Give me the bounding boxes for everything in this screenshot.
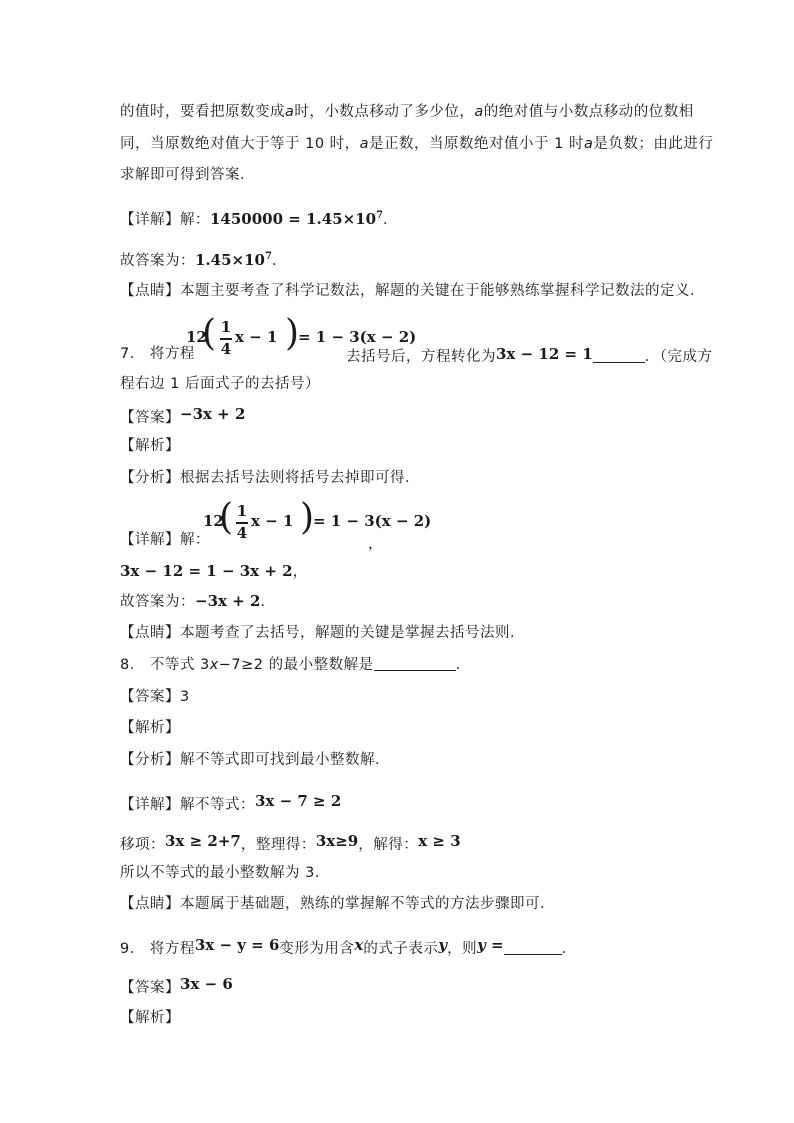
answer-line: 故答案为：$1.45\times 10^7$． <box>120 250 287 269</box>
question-8-steps: 移项：3x ≥ 2+7，整理得：3x≥9，解得：x ≥ 3 <box>120 832 461 853</box>
question-7-detail-label: 【详解】解： <box>120 532 210 548</box>
question-7-analysis: 【分析】根据去括号法则将括号去掉即可得． <box>120 470 420 486</box>
question-8-analysis: 【分析】解不等式即可找到最小整数解． <box>120 752 390 768</box>
explanation-line-3: 求解即可得到答案． <box>120 167 255 183</box>
document-page: 的值时，要看把原数变成a时，小数点移动了多少位，a的绝对值与小数点移动的位数相 同，当原数绝对值大于等于 10 时，a是正数，当原数绝对值小于 1 时a是负数；由此进行 求解即可得到答案． 【详解】解：$1450000 = 1.45\times 10^7$． 故答案为：$1.45\times 10^7$． 【点睛】本题主要考查了科学记数法，解题的关键在于能够熟练掌握科学记数法的定义． 12 ( 1 4 x − 1 ) = 1 − 3(x − 2) 7． 将方程 去括号后，方程转化为3x − 12 = 1 ．（完成方 程右边 1 后面式子的去括号） 【答案】−3x + 2 【解析】 【分析】根据去括号法则将括号去掉即可得． 12 ( 1 4 x − 1 ) = 1 − 3(x − 2) ， 【详解】解： 3x − 12 = 1 − 3x + 2， 故答案为：−3x + 2． 【点睛】本题考查了去括号，解题的关键是掌握去括号法则． 8． 不等式 3x−7≥2 的最小整数解是 ． 【答案】3 【解析】 【分析】解不等式即可找到最小整数解． 【详解】解不等式：3x − 7 ≥ 2 移项：3x ≥ 2+7，整理得：3x≥9，解得：x ≥ 3 所以不等式的最小整数解为 3． 【点睛】本题属于基础题，熟练的掌握解不等式的方法步骤即可． 9． 将方程3x − y = 6变形为用含x的式子表示y，则y = ． 【答案】3x − 6 【解析】 <box>120 104 714 1026</box>
question-7-analysis-label: 【解析】 <box>120 438 180 454</box>
question-7-line-1: 7． 将方程 <box>120 346 195 362</box>
answer-blank[interactable] <box>593 348 645 363</box>
question-8-detail: 【详解】解不等式：3x − 7 ≥ 2 <box>120 792 342 813</box>
question-7-line-2: 程右边 1 后面式子的去括号） <box>120 376 320 392</box>
detail-line: 【详解】解：$1450000 = 1.45\times 10^7$． <box>120 209 399 228</box>
question-7-final: 故答案为：−3x + 2． <box>120 592 276 610</box>
question-9-line: 9． 将方程3x − y = 6变形为用含x的式子表示y，则y = ． <box>120 936 577 957</box>
question-7-comment: 【点睛】本题考查了去括号，解题的关键是掌握去括号法则． <box>120 625 525 641</box>
question-8-line: 8． 不等式 3x−7≥2 的最小整数解是 ． <box>120 657 471 673</box>
answer-blank[interactable] <box>374 656 456 671</box>
question-7-answer: 【答案】−3x + 2 <box>120 405 246 426</box>
explanation-line-2: 同，当原数绝对值大于等于 10 时，a是正数，当原数绝对值小于 1 时a是负数；由此进行 <box>120 136 714 152</box>
question-9-analysis-label: 【解析】 <box>120 1010 180 1026</box>
question-8-comment: 【点睛】本题属于基础题，熟练的掌握解不等式的方法步骤即可． <box>120 896 555 912</box>
question-8-conclusion: 所以不等式的最小整数解为 3． <box>120 865 330 881</box>
question-7-line-1b: 去括号后，方程转化为3x − 12 = 1 ．（完成方 <box>346 345 713 365</box>
explanation-line-1: 的值时，要看把原数变成a时，小数点移动了多少位，a的绝对值与小数点移动的位数相 <box>120 104 694 120</box>
question-8-analysis-label: 【解析】 <box>120 720 180 736</box>
answer-blank[interactable] <box>504 940 562 955</box>
question-8-answer: 【答案】3 <box>120 689 190 705</box>
detail-math: 1450000 = 1.45×10 <box>210 209 377 228</box>
comment-line: 【点睛】本题主要考查了科学记数法，解题的关键在于能够熟练掌握科学记数法的定义． <box>120 283 705 299</box>
question-9-answer: 【答案】3x − 6 <box>120 975 233 996</box>
question-7-step: 3x − 12 = 1 − 3x + 2， <box>120 562 308 580</box>
